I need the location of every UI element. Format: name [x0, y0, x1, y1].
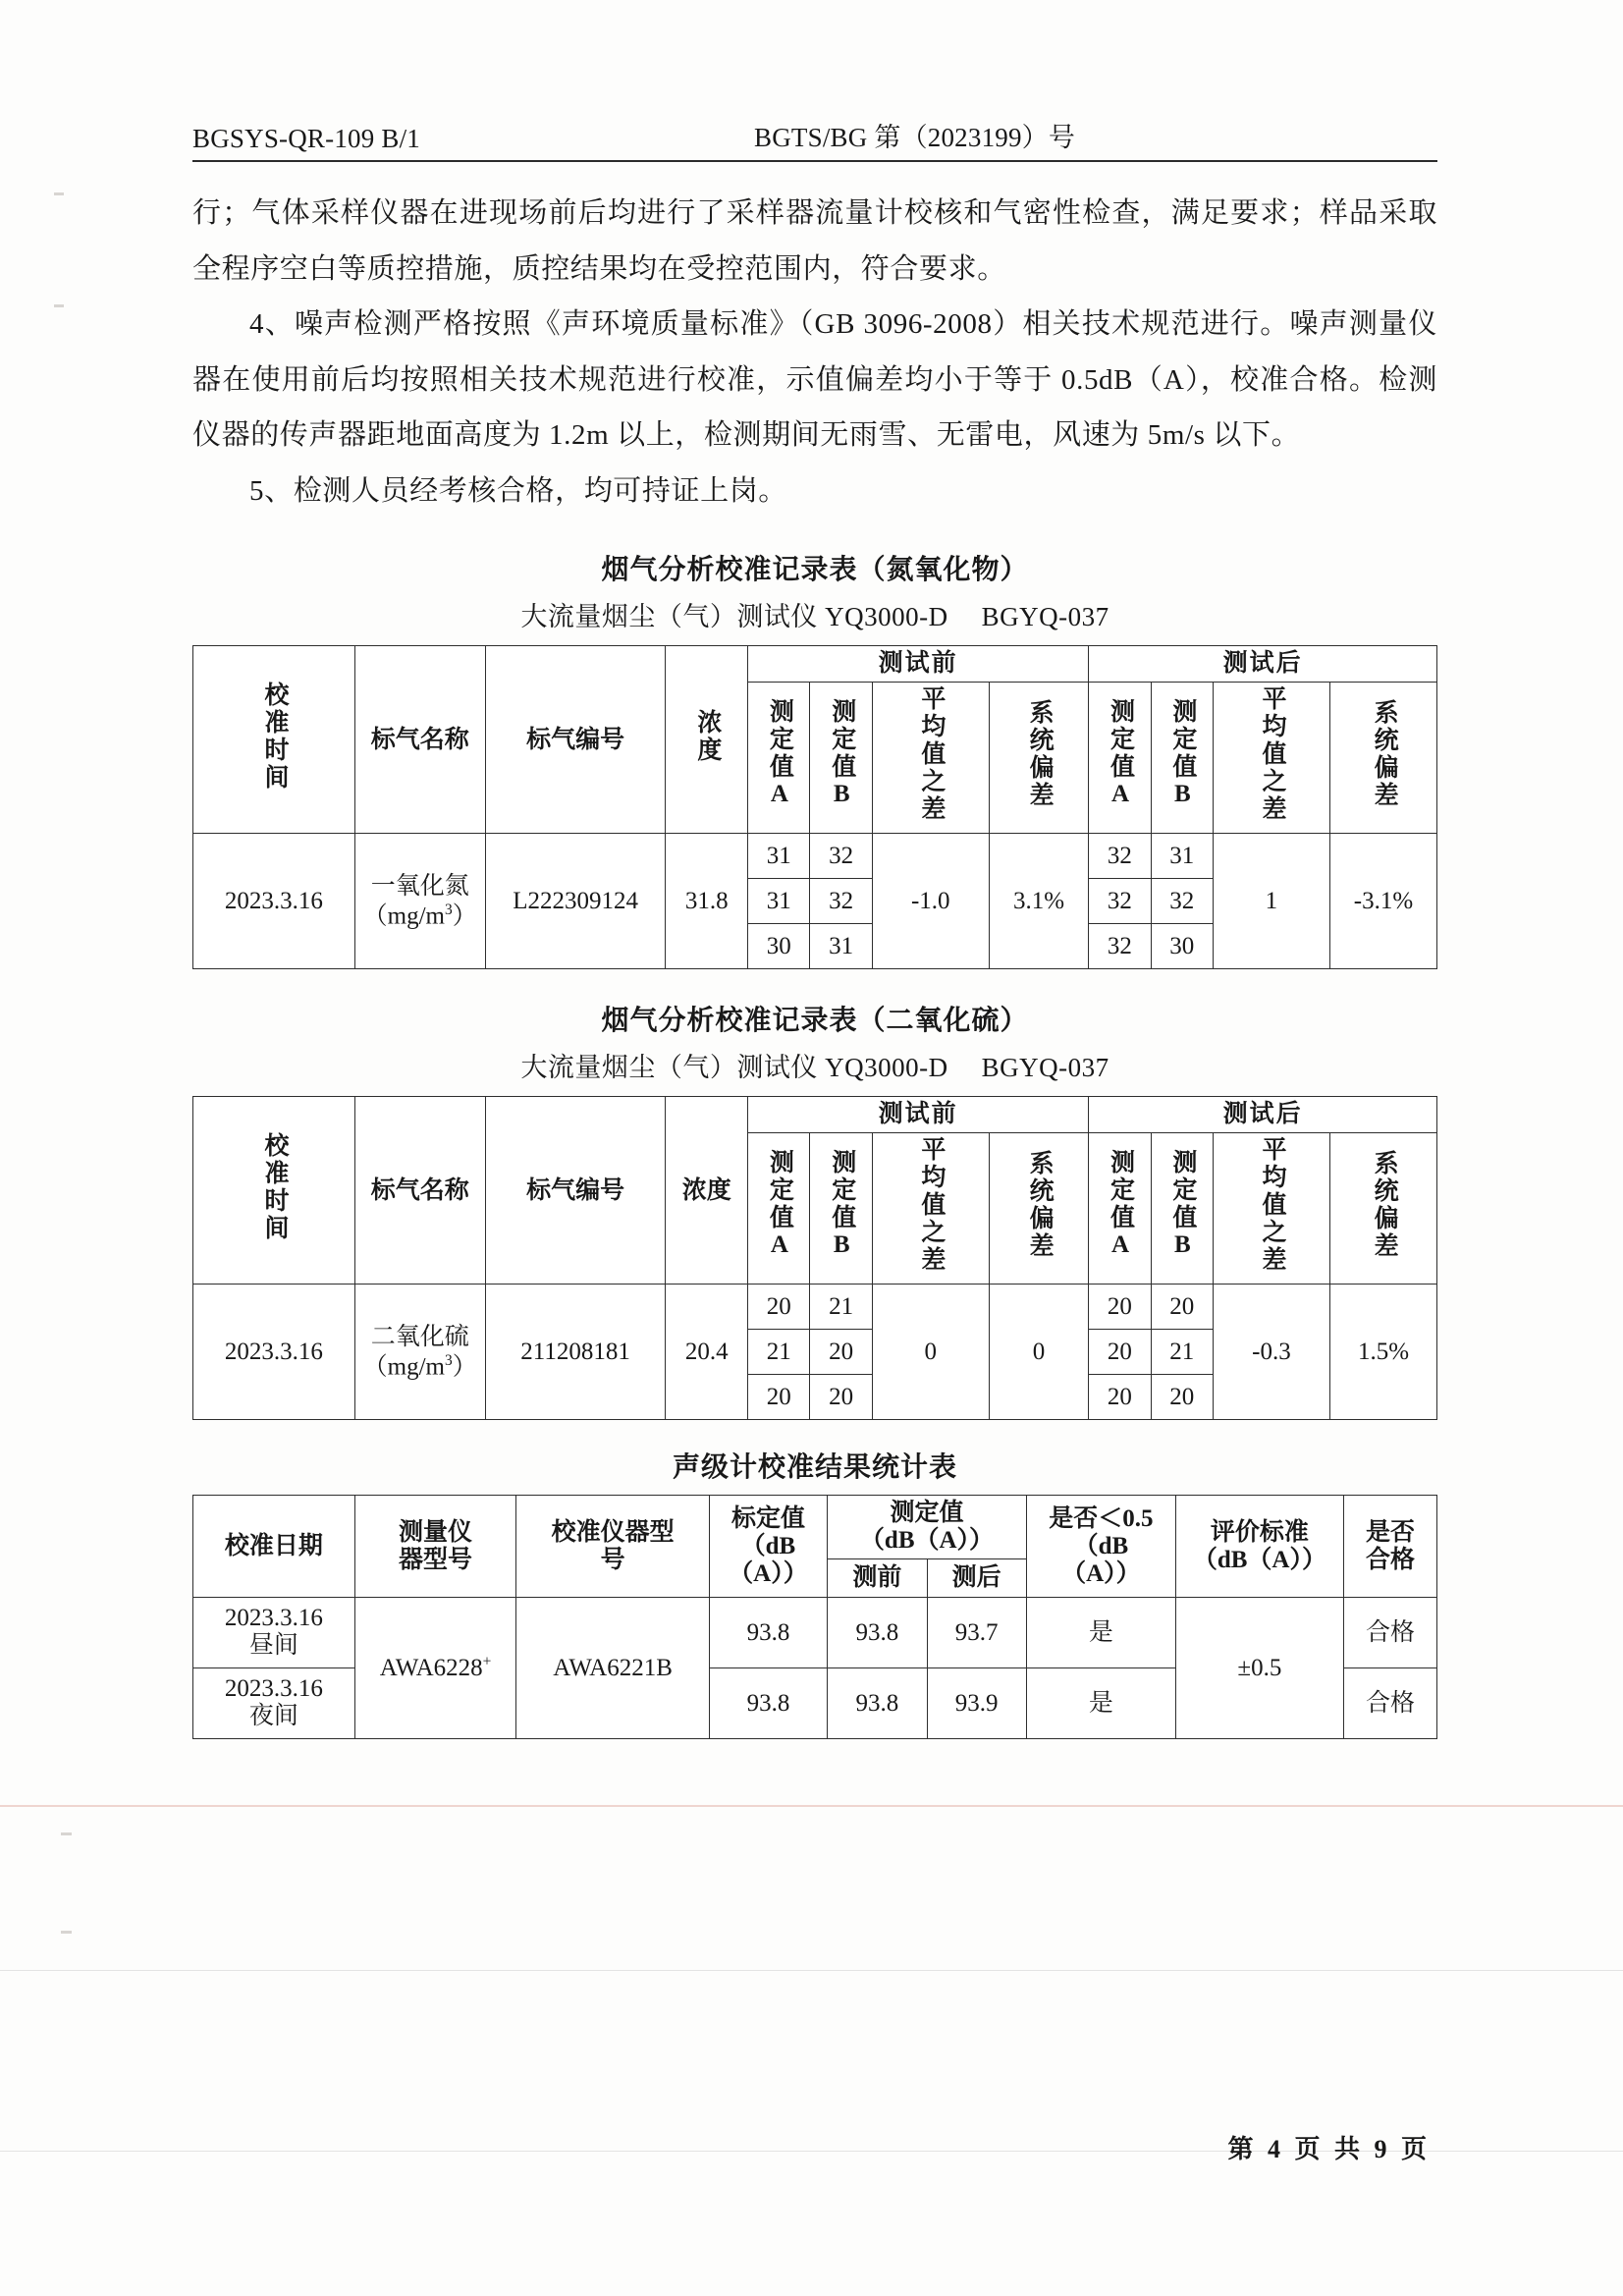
- th-before-mean-diff: 平均值之差: [872, 1132, 989, 1285]
- table2-instrument-code: BGYQ-037: [981, 1053, 1109, 1083]
- th-calibrator-model: 校准仪器型 号: [516, 1496, 709, 1598]
- table1-instrument-code: BGYQ-037: [981, 602, 1109, 632]
- scan-speck: [61, 1931, 72, 1934]
- scan-fold-line: [0, 1805, 1623, 1807]
- scan-speck: [54, 192, 64, 195]
- cell-qualified: 合格: [1343, 1597, 1436, 1667]
- paragraph-3-continued: 行；气体采样仪器在进现场前后均进行了采样器流量计校核和气密性检查，满足要求；样品采取全程序空白等质控措施，质控结果均在受控范围内，符合要求。: [192, 197, 1437, 285]
- cell-qualified: 合格: [1343, 1667, 1436, 1738]
- cell-after-a-1: 32: [1089, 834, 1151, 879]
- th-meter-model: 测量仪 器型号: [354, 1496, 516, 1598]
- th-before-sys-dev: 系统偏差: [989, 1132, 1088, 1285]
- cell-after-a-2: 32: [1089, 879, 1151, 924]
- th-after-test: 测试后: [1089, 646, 1437, 683]
- report-number: BGTS/BG 第（2023199）号: [754, 123, 1076, 152]
- th-cal-date: 校准日期: [193, 1496, 355, 1598]
- cell-after-mean-diff: 1: [1213, 834, 1329, 969]
- cell-after-b-3: 20: [1151, 1375, 1213, 1420]
- cell-before-b-3: 20: [810, 1375, 872, 1420]
- so2-calibration-table: [192, 1096, 1437, 1420]
- th-nominal-value: 标定值 （dB （A））: [709, 1496, 827, 1598]
- table-row: [193, 1285, 1437, 1330]
- cell-cal-date: 2023.3.16 昼间: [193, 1597, 355, 1667]
- table2-subtitle: [192, 1046, 1437, 1084]
- th-within-tolerance: 是否＜0.5 （dB （A））: [1026, 1496, 1175, 1598]
- cell-before-b-3: 31: [810, 924, 872, 969]
- cell-before-a-2: 21: [748, 1330, 810, 1375]
- cell-gas-name: [354, 834, 485, 969]
- cell-before-sys-dev: 3.1%: [989, 834, 1088, 969]
- th-after-measured-b: 测定值B: [1151, 1132, 1213, 1285]
- cell-before-a-3: 30: [748, 924, 810, 969]
- sound-level-meter-calibration-table: [192, 1495, 1437, 1739]
- cell-after-a-2: 20: [1089, 1330, 1151, 1375]
- scan-speck: [54, 304, 64, 307]
- th-after-sys-dev: 系统偏差: [1329, 1132, 1436, 1285]
- table2-instrument: 大流量烟尘（气）测试仪 YQ3000-D: [520, 1053, 948, 1083]
- th-after-measured-b: 测定值B: [1151, 682, 1213, 834]
- paragraph-5: 5、检测人员经考核合格，均可持证上岗。: [249, 474, 787, 507]
- cell-cal-date: 2023.3.16 夜间: [193, 1667, 355, 1738]
- th-before-test: 测试前: [748, 1097, 1089, 1133]
- cell-gas-name: [354, 1285, 485, 1420]
- cell-concentration: 31.8: [666, 834, 748, 969]
- cell-before-a-2: 31: [748, 879, 810, 924]
- cell-cal-time: 2023.3.16: [193, 1285, 355, 1420]
- th-after-measured-a: 测定值A: [1089, 682, 1151, 834]
- cell-after-sys-dev: 1.5%: [1329, 1285, 1436, 1420]
- document-content: [192, 116, 1437, 1739]
- paragraph-4: 4、噪声检测严格按照《声环境质量标准》（GB 3096-2008）相关技术规范进行。噪声测量仪器在使用前后均按照相关技术规范进行校准，示值偏差均小于等于 0.5dB（A），校准合格。检测仪器的传声器距地面高度为 1.2m 以上，检测期间无雨雪、无雷电，风速为 5m/s 以下。: [192, 308, 1437, 452]
- th-gas-name: 标气名称: [354, 1097, 485, 1285]
- cell-after-sys-dev: -3.1%: [1329, 834, 1436, 969]
- table-header-row: [193, 1496, 1437, 1559]
- gas-name-unit: $(mg/m^3)$: [362, 901, 477, 929]
- cell-after-b-2: 32: [1151, 879, 1213, 924]
- cell-after-b-3: 30: [1151, 924, 1213, 969]
- cell-after-a-3: 32: [1089, 924, 1151, 969]
- th-measured-before: 测前: [828, 1559, 927, 1598]
- cell-within-tolerance: 是: [1026, 1667, 1175, 1738]
- table-header-row: [193, 646, 1437, 683]
- th-cal-time: 校准时间: [193, 646, 355, 834]
- cell-measured-after: 93.9: [927, 1667, 1026, 1738]
- th-before-measured-b: 测定值B: [810, 1132, 872, 1285]
- page-number-footer: 第 4 页 共 9 页: [1227, 2135, 1431, 2163]
- th-after-mean-diff: 平均值之差: [1213, 1132, 1329, 1285]
- table3-title: 声级计校准结果统计表: [672, 1452, 957, 1484]
- th-before-mean-diff: 平均值之差: [872, 682, 989, 834]
- cell-after-a-1: 20: [1089, 1285, 1151, 1330]
- table1-subtitle: [192, 595, 1437, 633]
- th-after-measured-a: 测定值A: [1089, 1132, 1151, 1285]
- cell-after-a-3: 20: [1089, 1375, 1151, 1420]
- th-gas-name: 标气名称: [354, 646, 485, 834]
- document-header: [192, 116, 1437, 162]
- cell-before-b-1: 32: [810, 834, 872, 879]
- table-row: [193, 834, 1437, 879]
- table1-instrument: 大流量烟尘（气）测试仪 YQ3000-D: [520, 602, 948, 632]
- table-row: [193, 1597, 1437, 1667]
- th-measured-value: 测定值 （dB（A））: [828, 1496, 1027, 1559]
- th-before-measured-b: 测定值B: [810, 682, 872, 834]
- scan-fold-line: [0, 1970, 1623, 1971]
- cell-before-b-2: 32: [810, 879, 872, 924]
- cell-nominal: 93.8: [709, 1597, 827, 1667]
- th-gas-no: 标气编号: [485, 646, 666, 834]
- cell-before-b-2: 20: [810, 1330, 872, 1375]
- cell-after-mean-diff: -0.3: [1213, 1285, 1329, 1420]
- scan-speck: [61, 1832, 72, 1835]
- cell-criterion: ±0.5: [1175, 1597, 1343, 1738]
- th-measured-after: 测后: [927, 1559, 1026, 1598]
- th-before-sys-dev: 系统偏差: [989, 682, 1088, 834]
- cell-before-a-1: 31: [748, 834, 810, 879]
- cell-after-b-2: 21: [1151, 1330, 1213, 1375]
- cell-before-a-3: 20: [748, 1375, 810, 1420]
- cell-measured-before: 93.8: [828, 1597, 927, 1667]
- cell-gas-no: 211208181: [485, 1285, 666, 1420]
- gas-name-text: 一氧化氮: [370, 873, 469, 901]
- cell-after-b-1: 20: [1151, 1285, 1213, 1330]
- cell-after-b-1: 31: [1151, 834, 1213, 879]
- gas-name-unit: $(mg/m^3)$: [362, 1351, 477, 1380]
- cell-within-tolerance: 是: [1026, 1597, 1175, 1667]
- table2-title: 烟气分析校准记录表（二氧化硫）: [601, 1006, 1029, 1037]
- cell-measured-after: 93.7: [927, 1597, 1026, 1667]
- th-before-test: 测试前: [748, 646, 1089, 683]
- cell-before-sys-dev: 0: [989, 1285, 1088, 1420]
- th-concentration: 浓度: [666, 646, 748, 834]
- th-after-sys-dev: 系统偏差: [1329, 682, 1436, 834]
- cell-before-mean-diff: 0: [872, 1285, 989, 1420]
- cell-before-mean-diff: -1.0: [872, 834, 989, 969]
- cell-meter-model: AWA6228+: [354, 1597, 516, 1738]
- th-concentration: 浓度: [666, 1097, 748, 1285]
- cell-nominal: 93.8: [709, 1667, 827, 1738]
- table1-title: 烟气分析校准记录表（氮氧化物）: [601, 555, 1029, 586]
- cell-calibrator-model: AWA6221B: [516, 1597, 709, 1738]
- th-before-measured-a: 测定值A: [748, 682, 810, 834]
- nox-calibration-table: [192, 645, 1437, 969]
- th-after-test: 测试后: [1089, 1097, 1437, 1133]
- form-code: BGSYS-QR-109 B/1: [192, 124, 420, 153]
- th-after-mean-diff: 平均值之差: [1213, 682, 1329, 834]
- gas-name-text: 二氧化硫: [370, 1324, 469, 1351]
- cell-measured-before: 93.8: [828, 1667, 927, 1738]
- th-criterion: 评价标准 （dB（A））: [1175, 1496, 1343, 1598]
- cell-gas-no: L222309124: [485, 834, 666, 969]
- th-cal-time: 校准时间: [193, 1097, 355, 1285]
- th-qualified: 是否 合格: [1343, 1496, 1436, 1598]
- cell-concentration: 20.4: [666, 1285, 748, 1420]
- cell-before-a-1: 20: [748, 1285, 810, 1330]
- table-header-row: [193, 1097, 1437, 1133]
- th-gas-no: 标气编号: [485, 1097, 666, 1285]
- th-before-measured-a: 测定值A: [748, 1132, 810, 1285]
- cell-before-b-1: 21: [810, 1285, 872, 1330]
- cell-cal-time: 2023.3.16: [193, 834, 355, 969]
